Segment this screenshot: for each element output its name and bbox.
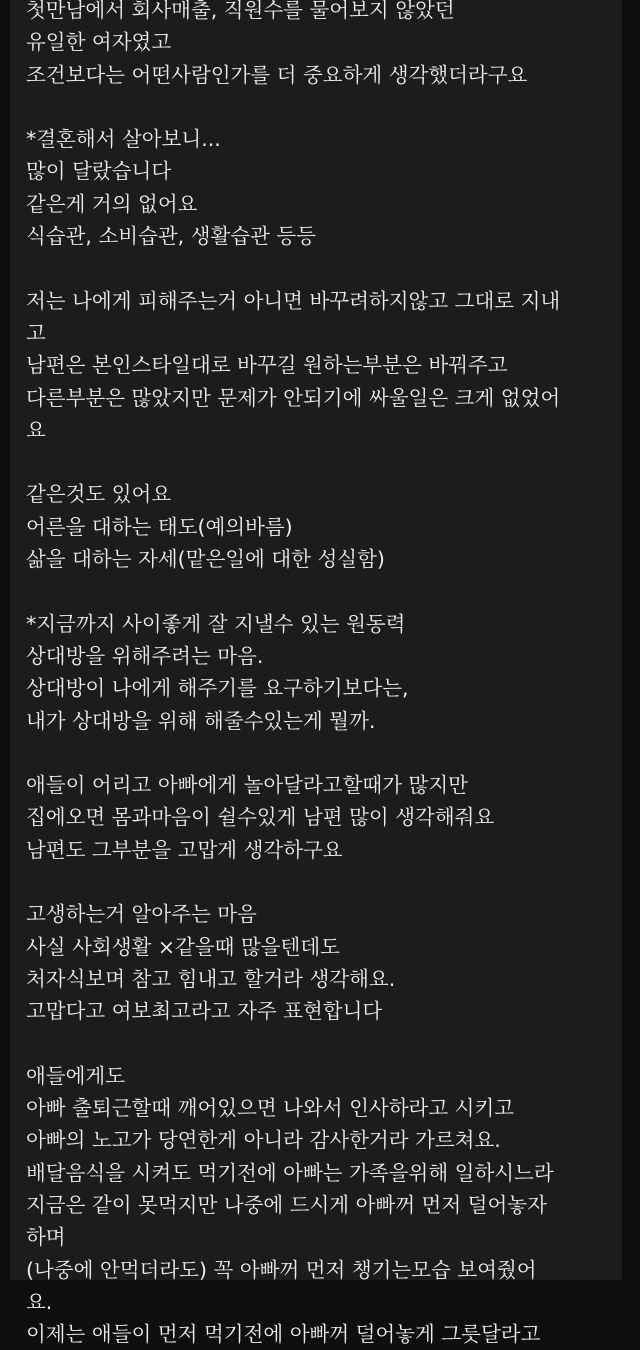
post-line: 저는 나에게 피해주는거 아니면 바꾸려하지않고 그대로 지내 (26, 288, 561, 313)
post-content-panel (10, 0, 622, 1347)
post-line: 집에오면 몸과마음이 쉴수있게 남편 많이 생각해줘요 (26, 805, 495, 830)
post-line: 내가 상대방을 위해 해줄수있는게 뭘까. (26, 708, 376, 733)
post-line: 아빠의 노고가 당연한게 아니라 감사한거라 가르쳐요. (26, 1128, 501, 1153)
post-line: 조건보다는 어떤사람인가를 더 중요하게 생각했더라구요 (26, 62, 528, 87)
post-line: 많이 달랐습니다 (26, 159, 172, 184)
post-line: 식습관, 소비습관, 생활습관 등등 (26, 224, 317, 249)
post-line: 남편도 그부분을 고맙게 생각하구요 (26, 837, 343, 862)
post-line: 애들에게도 (26, 1063, 126, 1088)
post-line: 처자식보며 참고 힘내고 할거라 생각해요. (26, 966, 396, 991)
post-line (26, 446, 614, 478)
post-line: 배달음식을 시켜도 먹기전에 아빠는 가족을위해 일하시느라 (26, 1160, 554, 1185)
post-body-text (26, 0, 614, 1350)
post-line (26, 866, 614, 898)
post-line: 애들이 어리고 아빠에게 놀아달라고할때가 많지만 (26, 773, 468, 798)
post-line: 남편은 본인스타일대로 바꾸길 원하는부분은 바꿔주고 (26, 353, 508, 378)
post-line: 사실 사회생활 ×같을때 많을텐데도 (26, 934, 340, 959)
post-line: 고생하는거 알아주는 마음 (26, 902, 257, 927)
post-line: *지금까지 사이좋게 잘 지낼수 있는 원동력 (26, 611, 406, 636)
post-line: 요 (26, 417, 46, 442)
post-line (26, 1028, 614, 1060)
post-line: 요. (26, 1289, 53, 1314)
post-line: 상대방이 나에게 해주기를 요구하기보다는, (26, 676, 409, 701)
post-line: 같은것도 있어요 (26, 482, 172, 507)
post-line: 지금은 같이 못먹지만 나중에 드시게 아빠꺼 먼저 덜어놓자 (26, 1192, 547, 1217)
post-line: 상대방을 위해주려는 마음. (26, 643, 264, 668)
post-line: 고맙다고 여보최고라고 자주 표현합니다 (26, 999, 383, 1024)
post-line (26, 737, 614, 769)
post-line: 하며 (26, 1225, 66, 1250)
post-line: *결혼해서 살아보니... (26, 127, 221, 152)
post-line: 어른을 대하는 태도(예의바름) (26, 514, 293, 539)
post-line: 유일한 여자였고 (26, 30, 172, 55)
post-line: 다른부분은 많았지만 문제가 안되기에 싸울일은 크게 없었어 (26, 385, 561, 410)
post-line: (나중에 안먹더라도) 꼭 아빠꺼 먼저 챙기는모습 보여줬어 (26, 1257, 537, 1282)
post-line: 첫만남에서 회사매출, 직원수를 물어보지 않았던 (26, 0, 455, 22)
post-line: 같은게 거의 없어요 (26, 191, 198, 216)
post-line (26, 91, 614, 123)
post-line: 아빠 출퇴근할때 깨어있으면 나와서 인사하라고 시키고 (26, 1096, 515, 1121)
post-line: 이제는 애들이 먼저 먹기전에 아빠꺼 덜어놓게 그릇달라고 (26, 1322, 541, 1347)
post-line (26, 252, 614, 284)
post-line: 고 (26, 320, 46, 345)
post-line (26, 575, 614, 607)
post-line: 삶을 대하는 자세(맡은일에 대한 성실함) (26, 547, 385, 572)
